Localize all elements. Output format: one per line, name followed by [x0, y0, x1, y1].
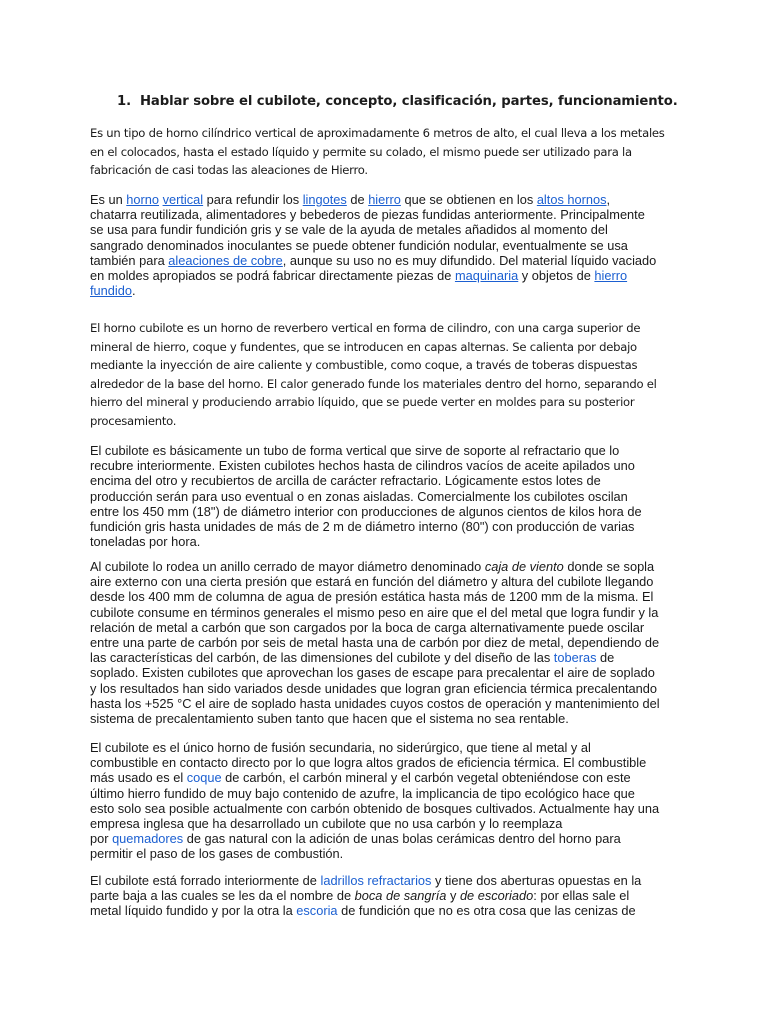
- heading-text: Hablar sobre el cubilote, concepto, clasificación, partes, funcionamiento.: [140, 94, 678, 109]
- term-caja-de-viento: caja de viento: [484, 559, 564, 574]
- link-maquinaria[interactable]: maquinaria: [454, 268, 519, 284]
- heading-number: 1.: [117, 94, 131, 109]
- link-aleaciones-de-cobre[interactable]: aleaciones de cobre: [168, 252, 283, 268]
- term-de-escoriado: de escoriado: [459, 888, 534, 904]
- term-boca-de-sangria: boca de sangría: [354, 888, 447, 904]
- term-coque[interactable]: coque: [186, 770, 222, 786]
- paragraph-refractarios: El cubilote está forrado interiormente de ladrillos refractarios y tiene dos aberturas opuestas en la parte baja a las cuales se les da el nombre de boca de sangría y de escoriado: por ellas sale el metal líquido fundido y por la otra la escoria de fundición que no es otra cosa que las cenizas de: [90, 873, 642, 919]
- link-horno[interactable]: horno: [126, 192, 160, 207]
- paragraph-combustible: El cubilote es el único horno de fusión secundaria, no siderúrgico, que tiene al metal y al combustible en contacto directo por lo que logra altos grados de eficiencia térmica. El combustible más usado es el coque de carbón, el carbón mineral y el carbón vegetal obteniéndose con este último hierro fundido de muy bajo contenido de azufre, la implicancia de tipo ecológico hace que esto solo sea posible actualmente con carbón obtenido de bosques cultivados. Actualmente hay una empresa inglesa que ha desarrollado un cubilote que no usa carbón y lo reemplaza por quemadores de gas natural con la adición de unas bolas cerámicas dentro del horno para permitir el paso de los gases de combustión.: [90, 740, 660, 862]
- term-ladrillos-refractarios[interactable]: ladrillos refractarios: [320, 873, 432, 888]
- term-toberas[interactable]: toberas: [553, 650, 597, 666]
- paragraph-structure: El cubilote es básicamente un tubo de forma vertical que sirve de soporte al refractario que lo recubre interiormente. Existen cubilotes hechos hasta de cilindros vacíos de aceite apilados uno encima del otro y recubiertos de arcilla de carácter refractario. Lógicamente estos lotes de producción serán para uso eventual o en zonas aisladas. Comercialmente los cubilotes oscilan entre los 450 mm (18") de diámetro interior con producciones de algunos cientos de kilos hora de fundición gris hasta unidades de más de 2 m de diámetro interno (80") con producción de varias toneladas por hora.: [90, 443, 642, 550]
- link-hierro[interactable]: hierro: [368, 192, 401, 207]
- link-hierro-fundido[interactable]: hierro fundido: [90, 268, 628, 299]
- paragraph-caja-de-viento: Al cubilote lo rodea un anillo cerrado de mayor diámetro denominado caja de viento donde se sopla aire externo con una cierta presión que estará en función del diámetro y altura del cubilote llegando desde los 400 mm de columna de agua de presión estática hasta más de 1200 mm de la misma. El cubilote consume en términos generales el mismo peso en aire que el del metal que logra fundir y la relación de metal a carbón que son cargados por la boca de carga alternativamente puede oscilar entre una parte de carbón por seis de metal hasta una de carbón por diez de metal, dependiendo de las características del carbón, de las dimensiones del cubilote y del diseño de las toberas de soplado. Existen cubilotes que aprovechan los gases de escape para precalentar el aire de soplado y los resultados han sido variados desde unidades que logran gran eficiencia térmica precalentando hasta los +525 °C el aire de soplado hasta unidades cuyos costos de operación y mantenimiento del sistema de precalentamiento suben tanto que hacen que el sistema no sea rentable.: [90, 559, 660, 727]
- section-heading: [117, 94, 717, 109]
- paragraph-definition: Es un tipo de horno cilíndrico vertical de aproximadamente 6 metros de alto, el cual lleva a los metales en el colocados, hasta el estado líquido y permite su colado, el mismo puede ser utilizado para la fabricación de casi todas las aleaciones de Hierro.: [90, 126, 665, 178]
- link-altos-hornos[interactable]: altos hornos: [536, 192, 607, 207]
- paragraph-reverbero: El horno cubilote es un horno de reverbero vertical en forma de cilindro, con una carga superior de mineral de hierro, coque y fundentes, que se introducen en capas alternas. Se calienta por debajo mediante la inyección de aire caliente y combustible, como coque, a través de toberas dispuestas alrededor de la base del horno. El calor generado funde los materiales dentro del horno, separando el hierro del mineral y produciendo arrabio líquido, que se puede verter en moldes para su posterior procesamiento.: [90, 321, 657, 428]
- link-lingotes[interactable]: lingotes: [302, 192, 347, 207]
- term-quemadores[interactable]: quemadores: [112, 831, 184, 847]
- term-escoria[interactable]: escoria: [296, 903, 338, 919]
- paragraph-uses: Es un horno vertical para refundir los lingotes de hierro que se obtienen en los altos hornos, chatarra reutilizada, alimentadores y bebederos de piezas fundidas anteriormente. Principalmente se usa para fundir fundición gris y se vale de la ayuda de metales añadidos al momento del sangrado denominados inoculantes se puede obtener fundición nodular, eventualmente se usa también para aleaciones de cobre, aunque su uso no es muy difundido. Del material líquido vaciado en moldes apropiados se podrá fabricar directamente piezas de maquinaria y objetos de hierro fundido.: [90, 192, 657, 299]
- link-vertical[interactable]: vertical: [162, 192, 204, 207]
